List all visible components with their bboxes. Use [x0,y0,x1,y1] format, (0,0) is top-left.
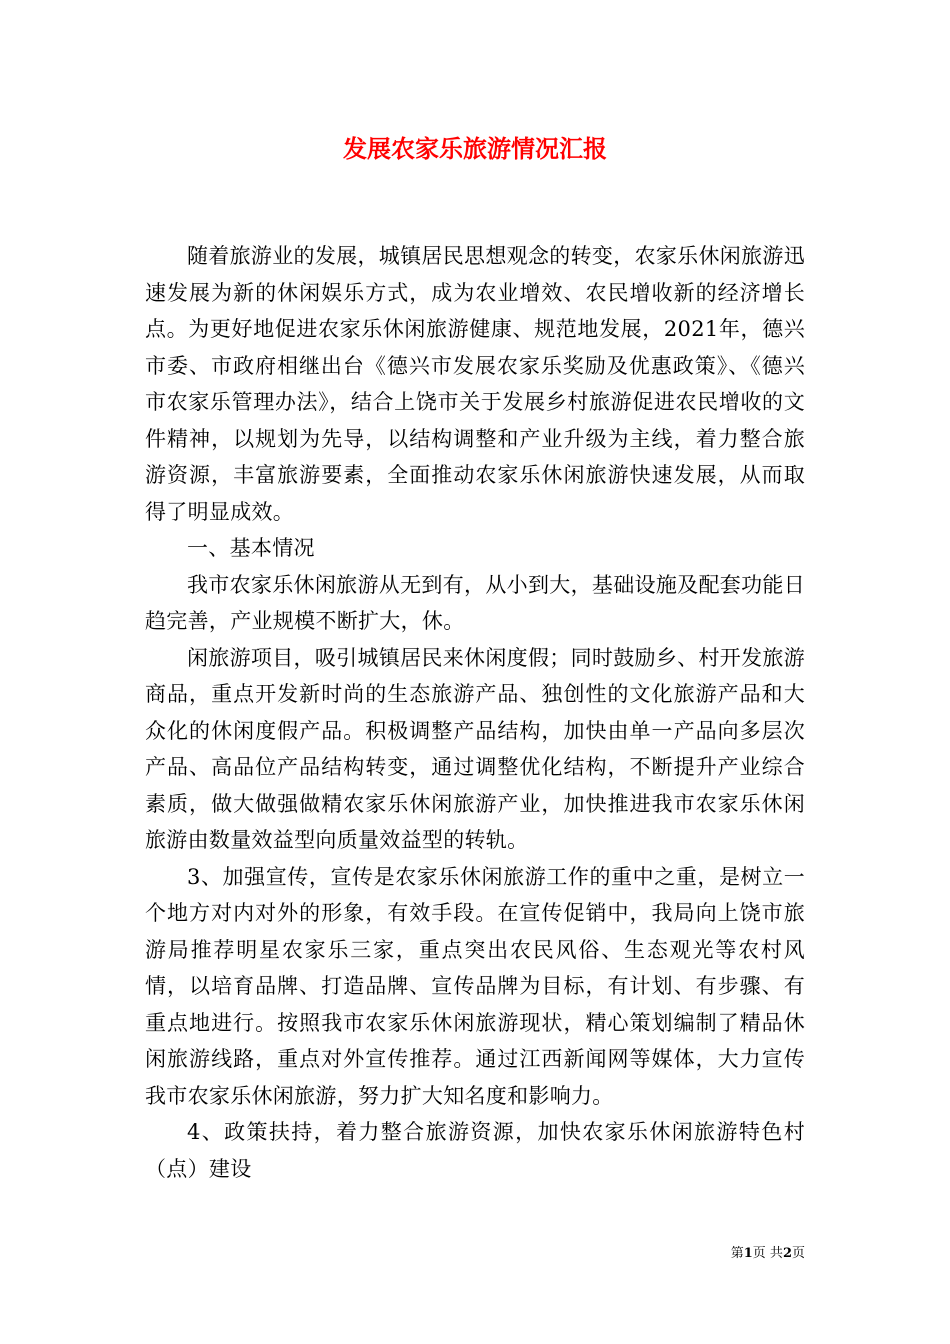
footer-total-pages: 2 [782,1246,792,1261]
document-title: 发展农家乐旅游情况汇报 [343,134,607,163]
footer-suffix: 页 [791,1246,805,1261]
document-body [145,238,805,1187]
section-heading-basic-situation: 一、基本情况 [187,536,315,560]
paragraph-tourism-projects: 闲旅游项目，吸引城镇居民来休闲度假；同时鼓励乡、村开发旅游商品，重点开发新时尚的生态旅游产品、独创性的文化旅游产品和大众化的休闲度假产品。积极调整产品结构，加快由单一产品向多层次产品、高品位产品结构转变，通过调整优化结构，不断提升产业综合素质，做大做强做精农家乐休闲旅游产业，加快推进我市农家乐休闲旅游由数量效益型向质量效益型的转轨。 [145,645,805,852]
footer-middle: 页 共 [752,1246,783,1261]
paragraph-intro: 随着旅游业的发展，城镇居民思想观念的转变，农家乐休闲旅游迅速发展为新的休闲娱乐方式，成为农业增效、农民增收新的经济增长点。为更好地促进农家乐休闲旅游健康、规范地发展，2021年，德兴市委、市政府相继出台《德兴市发展农家乐奖励及优惠政策》、《德兴市农家乐管理办法》，结合上饶市关于发展乡村旅游促进农民增收的文件精神，以规划为先导，以结构调整和产业升级为主线，着力整合旅游资源，丰富旅游要素，全面推动农家乐休闲旅游快速发展，从而取得了明显成效。 [145,244,805,524]
footer-prefix: 第 [730,1246,744,1261]
page-number-footer [731,1245,805,1263]
paragraph-publicity: 3、加强宣传，宣传是农家乐休闲旅游工作的重中之重，是树立一个地方对内对外的形象，有效手段。在宣传促销中，我局向上饶市旅游局推荐明星农家乐三家，重点突出农民风俗、生态观光等农村风情，以培育品牌、打造品牌、宣传品牌为目标，有计划、有步骤、有重点地进行。按照我市农家乐休闲旅游现状，精心策划编制了精品休闲旅游线路，重点对外宣传推荐。通过江西新闻网等媒体，大力宣传我市农家乐休闲旅游，努力扩大知名度和影响力。 [145,864,805,1108]
paragraph-policy-support: 4、政策扶持，着力整合旅游资源，加快农家乐休闲旅游特色村（点）建设 [145,1120,805,1181]
footer-current-page: 1 [743,1246,753,1261]
paragraph-basic-situation: 我市农家乐休闲旅游从无到有，从小到大，基础设施及配套功能日趋完善，产业规模不断扩大，休。 [145,572,805,633]
